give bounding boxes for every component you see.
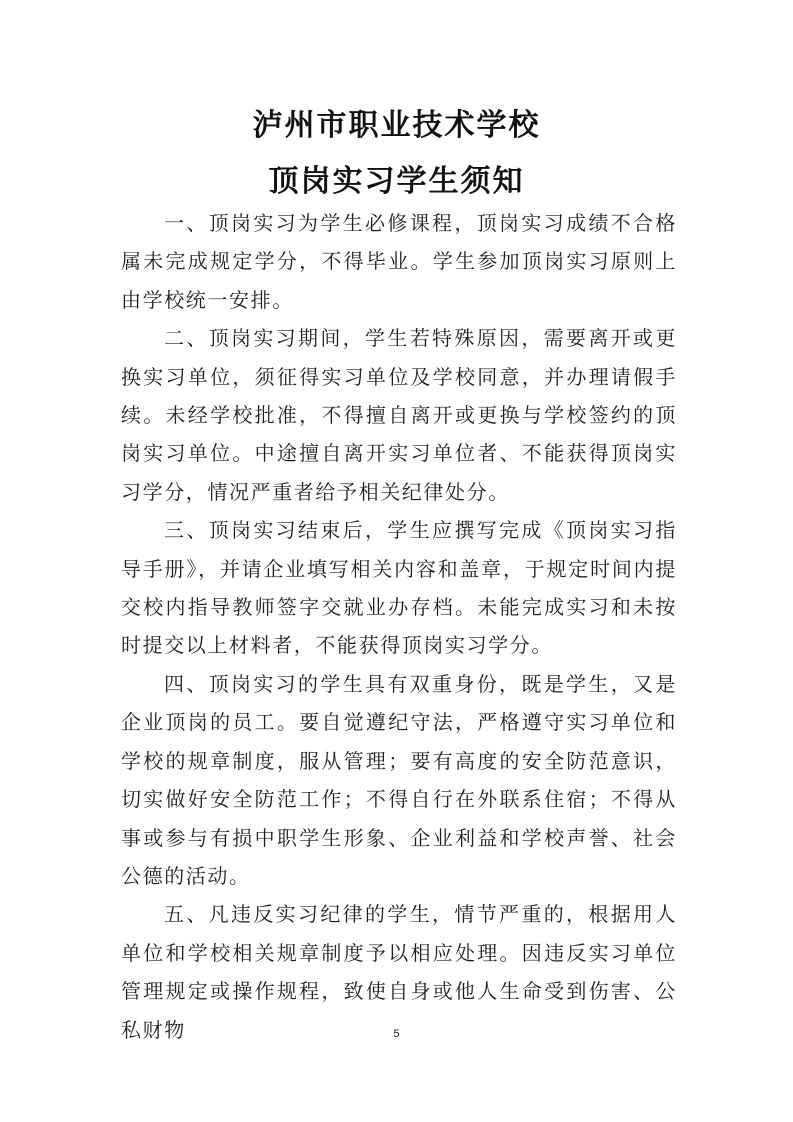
document-title-school: 泸州市职业技术学校 — [252, 108, 541, 143]
page-number: 5 — [393, 1028, 400, 1040]
paragraph-5: 五、凡违反实习纪律的学生，情节严重的，根据用人单位和学校相关规章制度予以相应处理。因违反实习单位管理规定或操作规程，致使自身或他人生命受到伤害、公私财物 — [121, 902, 677, 1042]
paragraph-2: 二、顶岗实习期间，学生若特殊原因，需要离开或更换实习单位，须征得实习单位及学校同意，并办理请假手续。未经学校批准，不得擅自离开或更换与学校签约的顶岗实习单位。中途擅自离开实习单位者、不能获得顶岗实习学分，情况严重者给予相关纪律处分。 — [121, 326, 677, 504]
document-body — [121, 204, 677, 1049]
paragraph-3: 三、顶岗实习结束后，学生应撰写完成《顶岗实习指导手册》，并请企业填写相关内容和盖章，于规定时间内提交校内指导教师签字交就业办存档。未能完成实习和未按时提交以上材料者，不能获得顶岗实习学分。 — [121, 518, 677, 658]
paragraph-1: 一、顶岗实习为学生必修课程，顶岗实习成绩不合格属未完成规定学分，不得毕业。学生参加顶岗实习原则上由学校统一安排。 — [121, 211, 677, 312]
paragraph-4: 四、顶岗实习的学生具有双重身份，既是学生，又是企业顶岗的员工。要自觉遵纪守法，严格遵守实习单位和学校的规章制度，服从管理；要有高度的安全防范意识，切实做好安全防范工作；不得自行在外联系住宿；不得从事或参与有损中职学生形象、企业利益和学校声誉、社会公德的活动。 — [121, 671, 677, 888]
document-title-notice: 顶岗实习学生须知 — [268, 164, 525, 199]
